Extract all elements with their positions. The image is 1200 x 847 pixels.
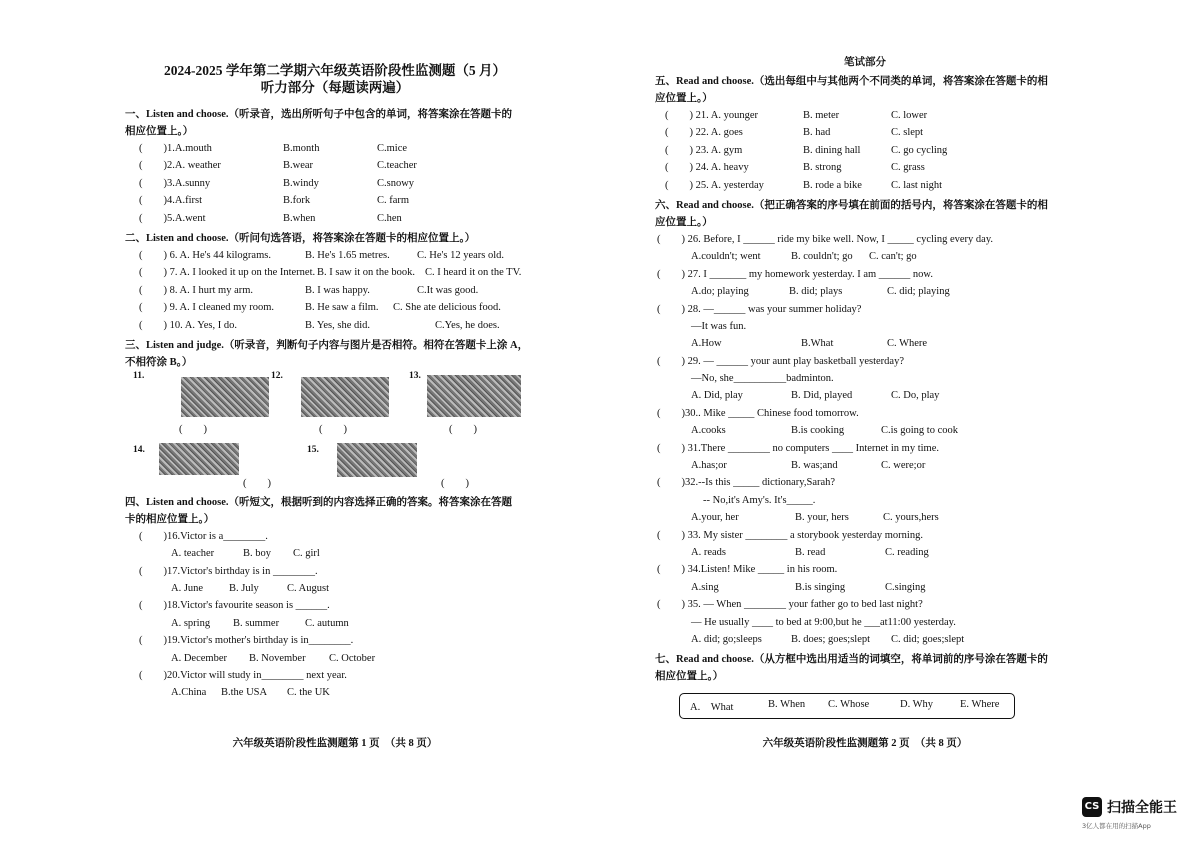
left-page — [125, 0, 545, 847]
picture-label-11: 11. — [133, 370, 145, 381]
question-7: ( ) 7. A. I looked it up on the Internet. B. I saw it on the book. C. I heard it on the TV. — [139, 267, 522, 279]
question-10: ( ) 10. A. Yes, I do. B. Yes, she did. C.Yes, he does. — [139, 319, 500, 331]
section-5-heading: 五、Read and choose.（选出每组中与其他两个不同类的单词，将答案涂在答题卡的相 应位置上。） — [655, 76, 1048, 104]
question-35-reply: — He usually ____ to bed at 9:00,but he ___at11:00 yesterday. — [691, 616, 956, 628]
picture-13 — [427, 375, 521, 417]
question-26-options: A.couldn't; went B. couldn't; go C. can't; go — [691, 251, 917, 263]
question-3: ( )3.A.sunny B.windy C.snowy — [139, 177, 415, 189]
question-33: ( ) 33. My sister ________ a storybook yesterday morning. — [657, 529, 923, 541]
listening-title: 听力部分（每题读两遍） — [260, 80, 410, 95]
question-35-options: A. did; go;sleeps B. does; goes;slept C. did; goes;slept — [691, 633, 965, 645]
question-28-options: A.How B.What C. Where — [691, 338, 928, 350]
question-17: ( )17.Victor's birthday is in ________. — [139, 565, 318, 577]
section-7-heading: 七、Read and choose.（从方框中选出用适当的词填空，将单词前的序号涂在答题卡的 相应位置上。） — [655, 654, 1048, 683]
page-footer-2: 六年级英语阶段性监测题第 2 页 （共 8 页） — [762, 738, 968, 749]
page-footer-1: 六年级英语阶段性监测题第 1 页 （共 8 页） — [232, 738, 438, 749]
word-option-a: A. What — [690, 702, 734, 714]
question-30-options: A.cooks B.is cooking C.is going to cook — [691, 425, 959, 437]
question-24: ( ) 24. A. heavy B. strong C. grass — [665, 162, 925, 174]
picture-14 — [159, 443, 239, 475]
right-page — [655, 0, 1075, 847]
question-26: ( ) 26. Before, I ______ ride my bike well. Now, I _____ cycling every day. — [657, 233, 994, 245]
question-18-options: A. spring B. summer C. autumn — [171, 617, 349, 629]
picture-label-15: 15. — [307, 444, 319, 455]
question-6: ( ) 6. A. He's 44 kilograms. B. He's 1.65 metres. C. He's 12 years old. — [139, 249, 505, 261]
picture-area — [125, 371, 545, 491]
answer-blank-13: ( ) — [449, 423, 477, 435]
section-2-heading: 二、Listen and choose.（听问句选答语，将答案涂在答题卡的相应位置上。） — [125, 232, 476, 244]
question-19: ( )19.Victor's mother's birthday is in________. — [139, 635, 354, 647]
picture-11 — [181, 377, 269, 417]
picture-label-13: 13. — [409, 370, 421, 381]
question-23: ( ) 23. A. gym B. dining hall C. go cycling — [665, 144, 948, 156]
question-16: ( )16.Victor is a________. — [139, 530, 268, 542]
question-21: ( ) 21. A. younger B. meter C. lower — [665, 110, 928, 121]
question-8: ( ) 8. A. I hurt my arm. B. I was happy. C.It was good. — [139, 284, 479, 296]
answer-blank-11: ( ) — [179, 423, 207, 435]
question-20-options: A.China B.the USA C. the UK — [171, 687, 330, 699]
section-1-heading: 一、Listen and choose.（听录音，选出所听句子中包含的单词，将答案涂在答题卡的 相应位置上。） — [125, 109, 513, 137]
question-28: ( ) 28. —______ was your summer holiday? — [657, 303, 862, 315]
written-part-header: 笔试部分 — [844, 57, 886, 68]
question-33-options: A. reads B. read C. reading — [691, 546, 929, 558]
question-25: ( ) 25. A. yesterday B. rode a bike C. last night — [665, 179, 943, 191]
word-bank-box — [679, 693, 1015, 719]
picture-label-12: 12. — [271, 370, 283, 381]
picture-label-14: 14. — [133, 444, 145, 455]
word-option-c: C. Whose — [828, 699, 870, 711]
question-31-options: A.has;or B. was;and C. were;or — [691, 460, 926, 472]
question-16-options: A. teacher B. boy C. girl — [171, 548, 320, 560]
question-17-options: A. June B. July C. August — [171, 583, 330, 595]
question-4: ( )4.A.first B.fork C. farm — [139, 195, 410, 207]
answer-blank-12: ( ) — [319, 423, 347, 435]
question-29-options: A. Did, play B. Did, played C. Do, play — [691, 390, 940, 402]
question-30: ( )30.. Mike _____ Chinese food tomorrow. — [657, 407, 859, 419]
question-32-reply: -- No,it's Amy's. It's_____. — [703, 494, 816, 506]
question-28-reply: —It was fun. — [691, 320, 747, 332]
question-32: ( )32.--Is this _____ dictionary,Sarah? — [657, 477, 836, 489]
word-option-d: D. Why — [900, 699, 934, 711]
word-option-e: E. Where — [960, 699, 1000, 711]
question-19-options: A. December B. November C. October — [171, 652, 376, 664]
question-20: ( )20.Victor will study in________ next year. — [139, 670, 347, 682]
picture-12 — [301, 377, 389, 417]
watermark-app-name: 扫描全能王 — [1107, 800, 1177, 816]
section-3-heading: 三、Listen and judge.（听录音，判断句子内容与图片是否相符。相符在答题卡上涂 A， 不相符涂 B。） — [125, 339, 529, 368]
exam-title: 2024-2025 学年第二学期六年级英语阶段性监测题（5 月） — [164, 63, 506, 78]
question-9: ( ) 9. A. I cleaned my room. B. He saw a film. C. She ate delicious food. — [139, 302, 501, 314]
question-2: ( )2.A. weather B.wear C.teacher — [139, 160, 417, 172]
section-4-heading: 四、Listen and choose.（听短文，根据听到的内容选择正确的答案。将答案涂在答题 卡的相应位置上。） — [125, 496, 513, 525]
question-22: ( ) 22. A. goes B. had C. slept — [665, 127, 924, 139]
word-option-b: B. When — [768, 699, 806, 711]
question-18: ( )18.Victor's favourite season is ______. — [139, 600, 330, 612]
question-34: ( ) 34.Listen! Mike _____ in his room. — [657, 564, 838, 576]
question-34-options: A.sing B.is singing C.singing — [691, 581, 926, 593]
question-31: ( ) 31.There ________ no computers ____ Internet in my time. — [657, 442, 939, 454]
question-5: ( )5.A.went B.when C.hen — [139, 212, 402, 224]
question-32-options: A.your, her B. your, hers C. yours,hers — [691, 512, 939, 524]
answer-blank-15: ( ) — [441, 477, 469, 489]
section-6-heading: 六、Read and choose.（把正确答案的序号填在前面的括号内，将答案涂在答题卡的相 应位置上。） — [655, 199, 1048, 228]
question-27-options: A.do; playing B. did; plays C. did; playing — [691, 286, 950, 298]
picture-15 — [337, 443, 417, 477]
scanner-watermark — [1082, 797, 1182, 831]
question-35: ( ) 35. — When ________ your father go to bed last night? — [657, 599, 923, 611]
camscanner-logo-icon: CS — [1082, 797, 1102, 817]
question-1: ( )1.A.mouth B.month C.mice — [139, 143, 408, 154]
question-29-reply: —No, she__________badminton. — [691, 373, 834, 385]
watermark-tagline: 3亿人都在用的扫描App — [1082, 822, 1151, 830]
question-29: ( ) 29. — ______ your aunt play basketball yesterday? — [657, 355, 904, 367]
answer-blank-14: ( ) — [243, 477, 271, 489]
question-27: ( ) 27. I _______ my homework yesterday. I am ______ now. — [657, 268, 933, 280]
